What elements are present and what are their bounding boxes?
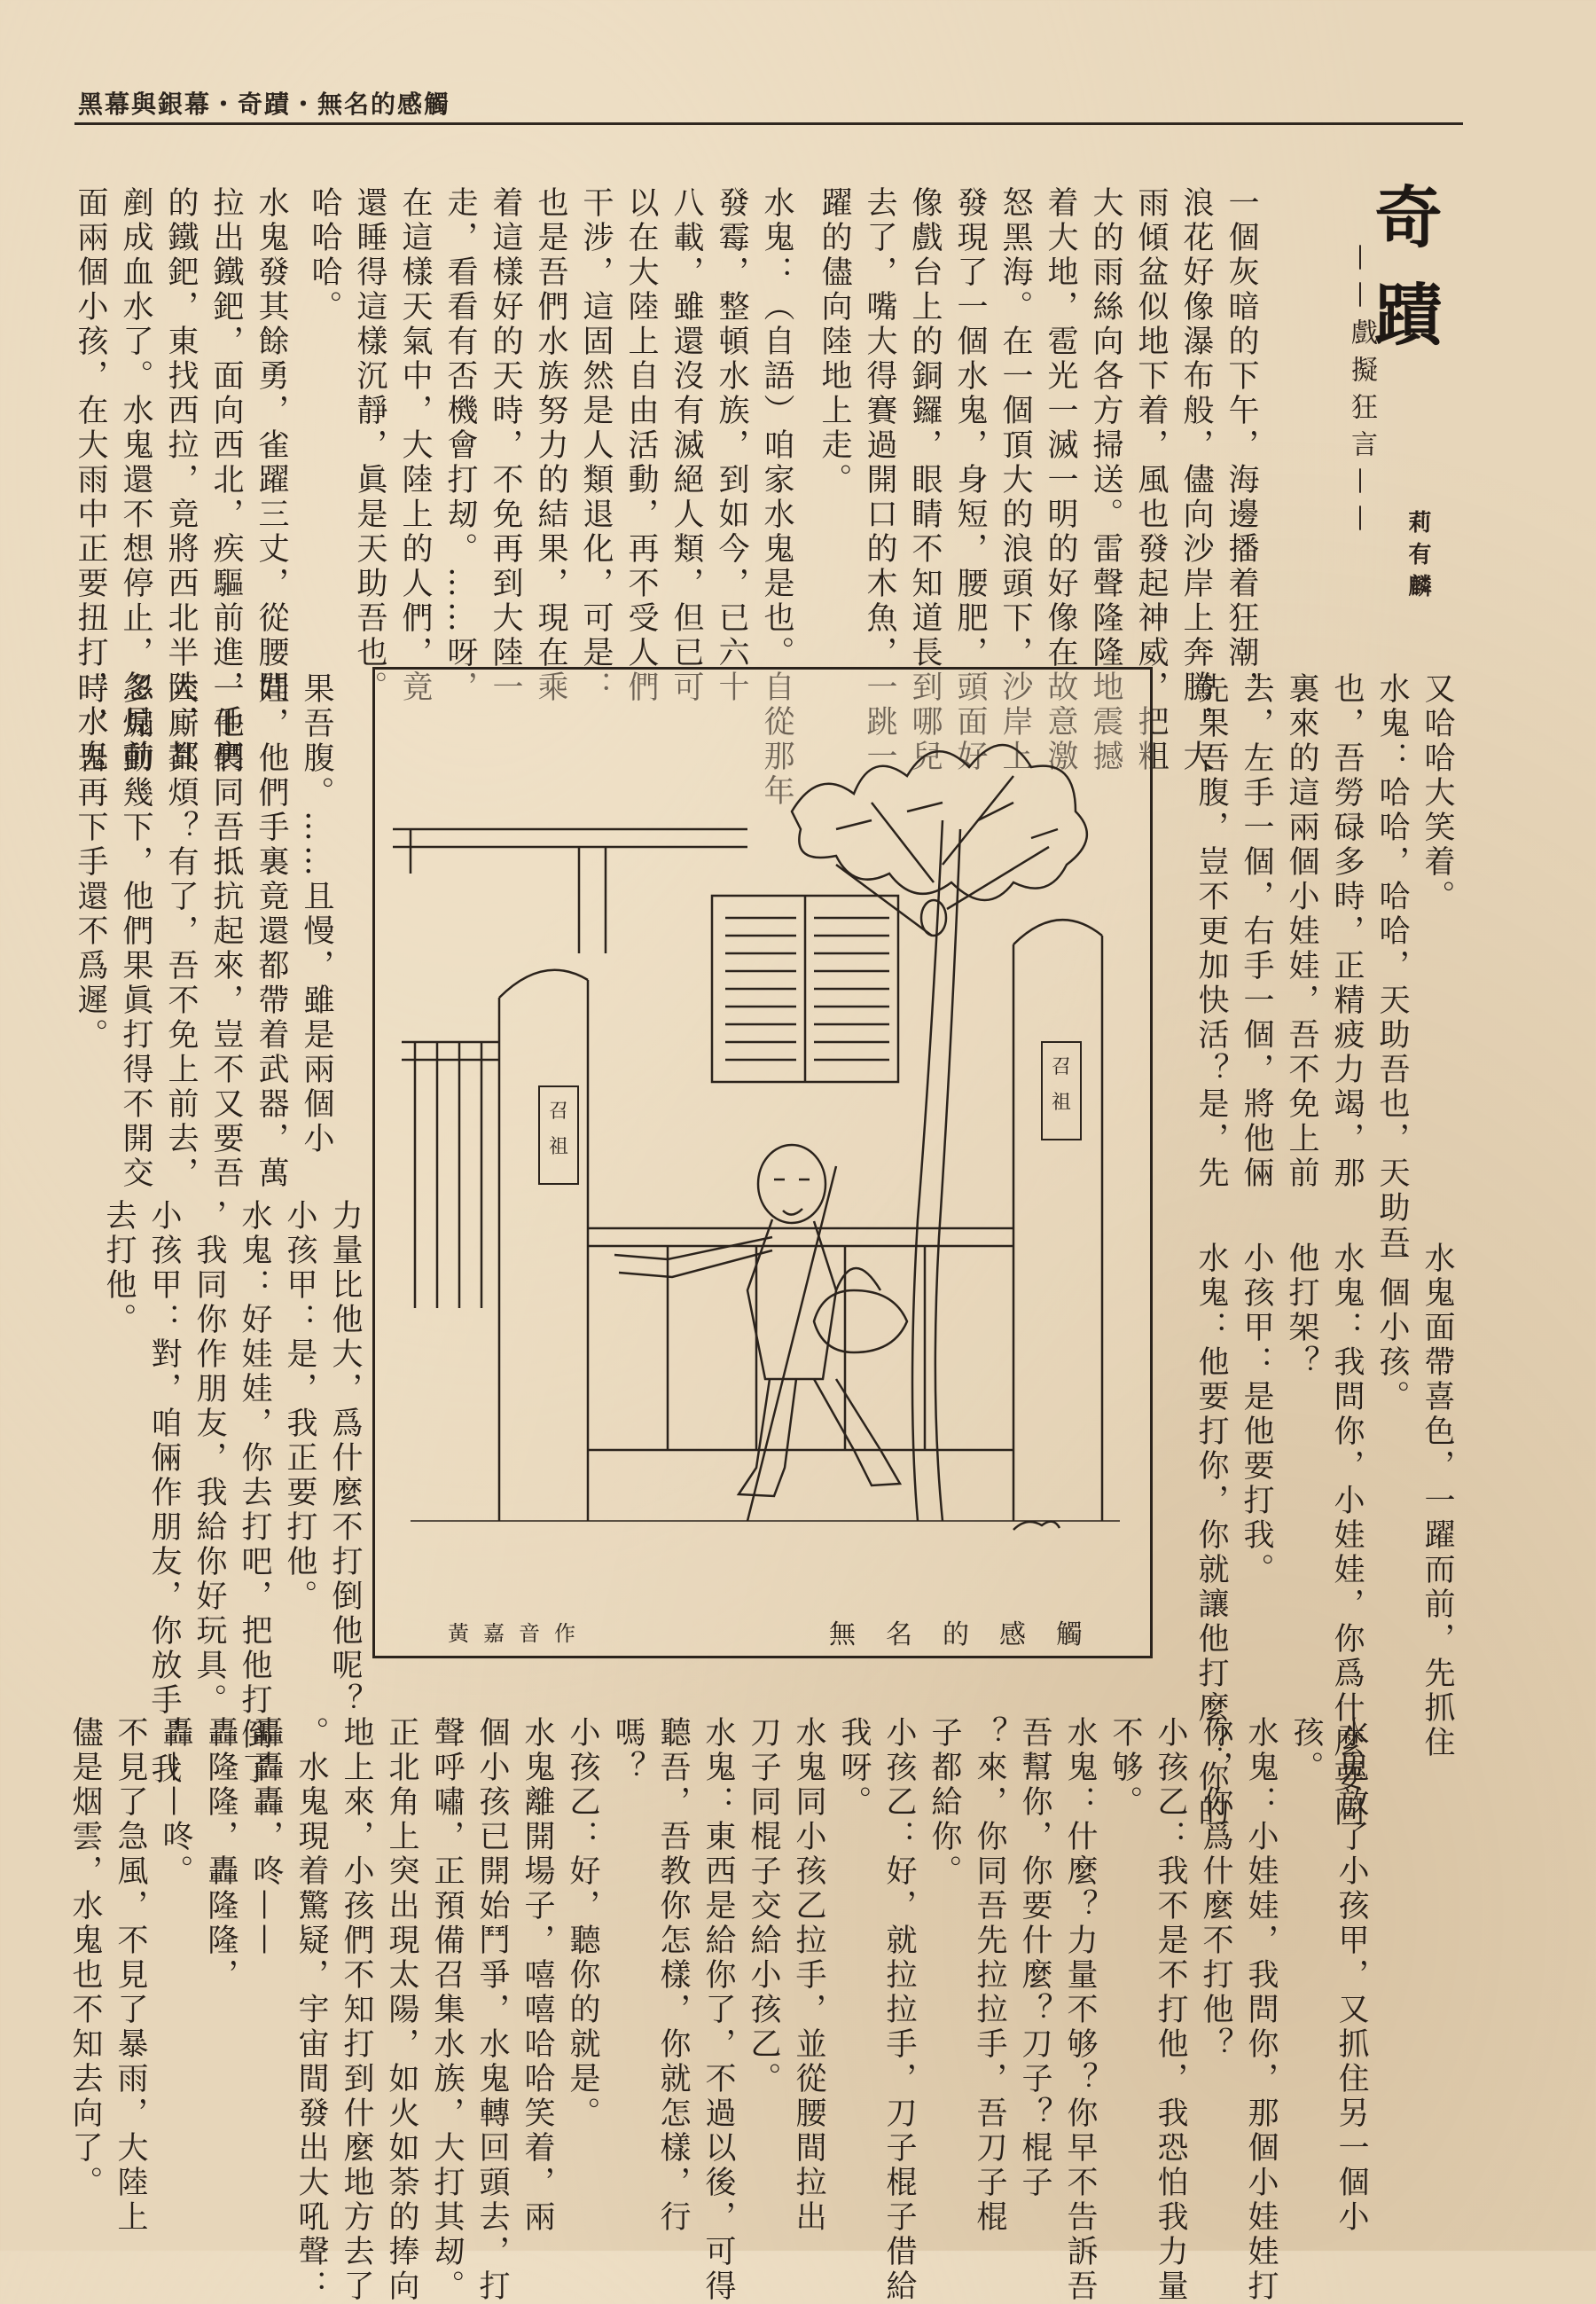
narration-ghost-rampage: 水鬼發其餘勇，雀躍三丈，從腰間 拉出鐵鈀，面向西北，疾驅前進，手裏 的鐵鈀，東找西拉，竟將西北半陸，都 剷成血水了。水鬼還不想停止，忽見前 面兩個小孩，在大雨中正要扭打，水鬼 <box>73 186 289 774</box>
illustration-artist-credit: 黃嘉音作 <box>448 1621 590 1646</box>
dialogue-ghost-plots: 果吾腹。……且慢，雖是兩個小 娃，他們手裏竟還都帶着武器，萬 一他們同吾抵抗起來，豈不又要吾 大廝其煩？有了，吾不免上前去， 多煽動幾下，他們果眞打得不開交 時，吾再下手還不爲遲。 <box>73 672 334 1191</box>
illustration-frame <box>372 667 1153 1658</box>
article-subtitle: ——戲擬狂言—— <box>1346 244 1377 542</box>
dialogue-water-ghost-monologue: 水鬼：（自語）咱家水鬼是也。自從那年 發霉，整頓水族，到如今，已六十 八載，雖還沒有滅絕人類，但已可 以在大陸上自由活動，再不受人們 干涉，這固然是人類退化，可是： 也是吾們水族努力的結果，現在乘 着這樣好的天時，不免再到大陸一 走，看看有否機會打刼。……呀， 在這樣天氣中，大陸上的人們，竟 還睡得這樣沉靜，眞是天助吾也。 哈哈哈。 <box>307 186 794 809</box>
dialogue-child-b-and-ending: 水鬼放了小孩甲，又抓住另一個小 孩。 水鬼：小娃娃，我問你，那個小娃娃打 你，你爲什麼不打他？ 小孩乙：我不是不打他，我恐怕我力量 不够。 水鬼：什麼？力量不够？你早不告訴吾 吾幫你，你要什麼？刀子？棍子 ？來，你同吾先拉拉手，吾刀子棍 子都給你。 小孩乙：好，就拉拉手，刀子棍子借給 我呀。 水鬼同小孩乙拉手，並從腰間拉出 刀子同棍子交給小孩乙。 水鬼：東西是給你了，不過以後，可得 聽吾，吾教你怎樣，你就怎樣，行 嗎？ 小孩乙：好，聽你的就是。 水鬼離開場子，嘻嘻哈哈笑着，兩 個小孩已開始鬥爭，水鬼轉回頭去，打 聲呼嘯，正預備召集水族，大打其刼。 正北角上突出現太陽，如火如荼的捧向 地上來，小孩們不知打到什麼地方去了 。水鬼現着驚疑，宇宙間發出大吼聲： 轟轟轟，咚—— 轟隆隆，轟隆隆， 轟——咚。 不見了急風，不見了暴雨，大陸上 儘是烟雲，水鬼也不知去向了。 <box>67 1716 1369 2304</box>
narration-opening: 一個灰暗的下午，海邊播着狂潮， 浪花好像瀑布般，儘向沙岸上奔騰，大 雨傾盆似地下着，風也發起神威，把粗 大的雨絲向各方掃送。雷聲隆隆地震撼 着大地，雹光一滅一明的好像在故意激 怒黑海。在一個頂大的浪頭下，沙岸上 發現了一個水鬼，身短，腰肥，頭面好 像戲台上的銅鑼，眼睛不知道長到哪兒 去了，嘴大得賽過開口的木魚，一跳一 躍的儘向陸地上走。 <box>817 186 1259 774</box>
left-gate-sign-char-2: 祖 <box>548 1136 569 1158</box>
title-text: 奇蹟 <box>1364 182 1443 377</box>
header-rule <box>74 122 1463 125</box>
left-gate-sign-char-1: 召 <box>548 1101 569 1123</box>
illustration-drawing <box>375 670 1150 1656</box>
right-gate-sign-char-2: 祖 <box>1051 1092 1072 1114</box>
dialogue-ghost-laughs: 又哈哈大笑着。 水鬼：哈哈，哈哈，天助吾也，天助吾 也，吾勞碌多時，正精疲力竭，那 裏來的這兩個小娃娃，吾不免上前 去，左手一個，右手一個，將他倆 先果吾腹，豈不更加快活？是，先 <box>1193 672 1455 1260</box>
article-author: 莉有麟 <box>1404 510 1431 606</box>
running-head: 黑幕與銀幕・奇蹟・無名的感觸 <box>78 90 451 119</box>
dialogue-ghost-child-a: 水鬼面帶喜色，一躍而前，先抓住 一個小孩。 水鬼：我問你，小娃娃，你爲什麼要同 他打架？ 小孩甲：是他要打我。 水鬼：他要打你，你就讓他打麼？你的 <box>1193 1242 1455 1830</box>
dialogue-child-a-agrees: 力量比他大，爲什麼不打倒他呢？ 小孩甲：是，我正要打他。 水鬼：好娃娃，你去打吧，把他打倒了 ，我同你作朋友，我給你好玩具。 小孩甲：對，咱倆作朋友，你放手，我 去打他。 <box>101 1199 363 1787</box>
right-gate-sign-char-1: 召 <box>1051 1056 1072 1078</box>
illustration-title: 無名的感觸 <box>829 1619 1113 1650</box>
